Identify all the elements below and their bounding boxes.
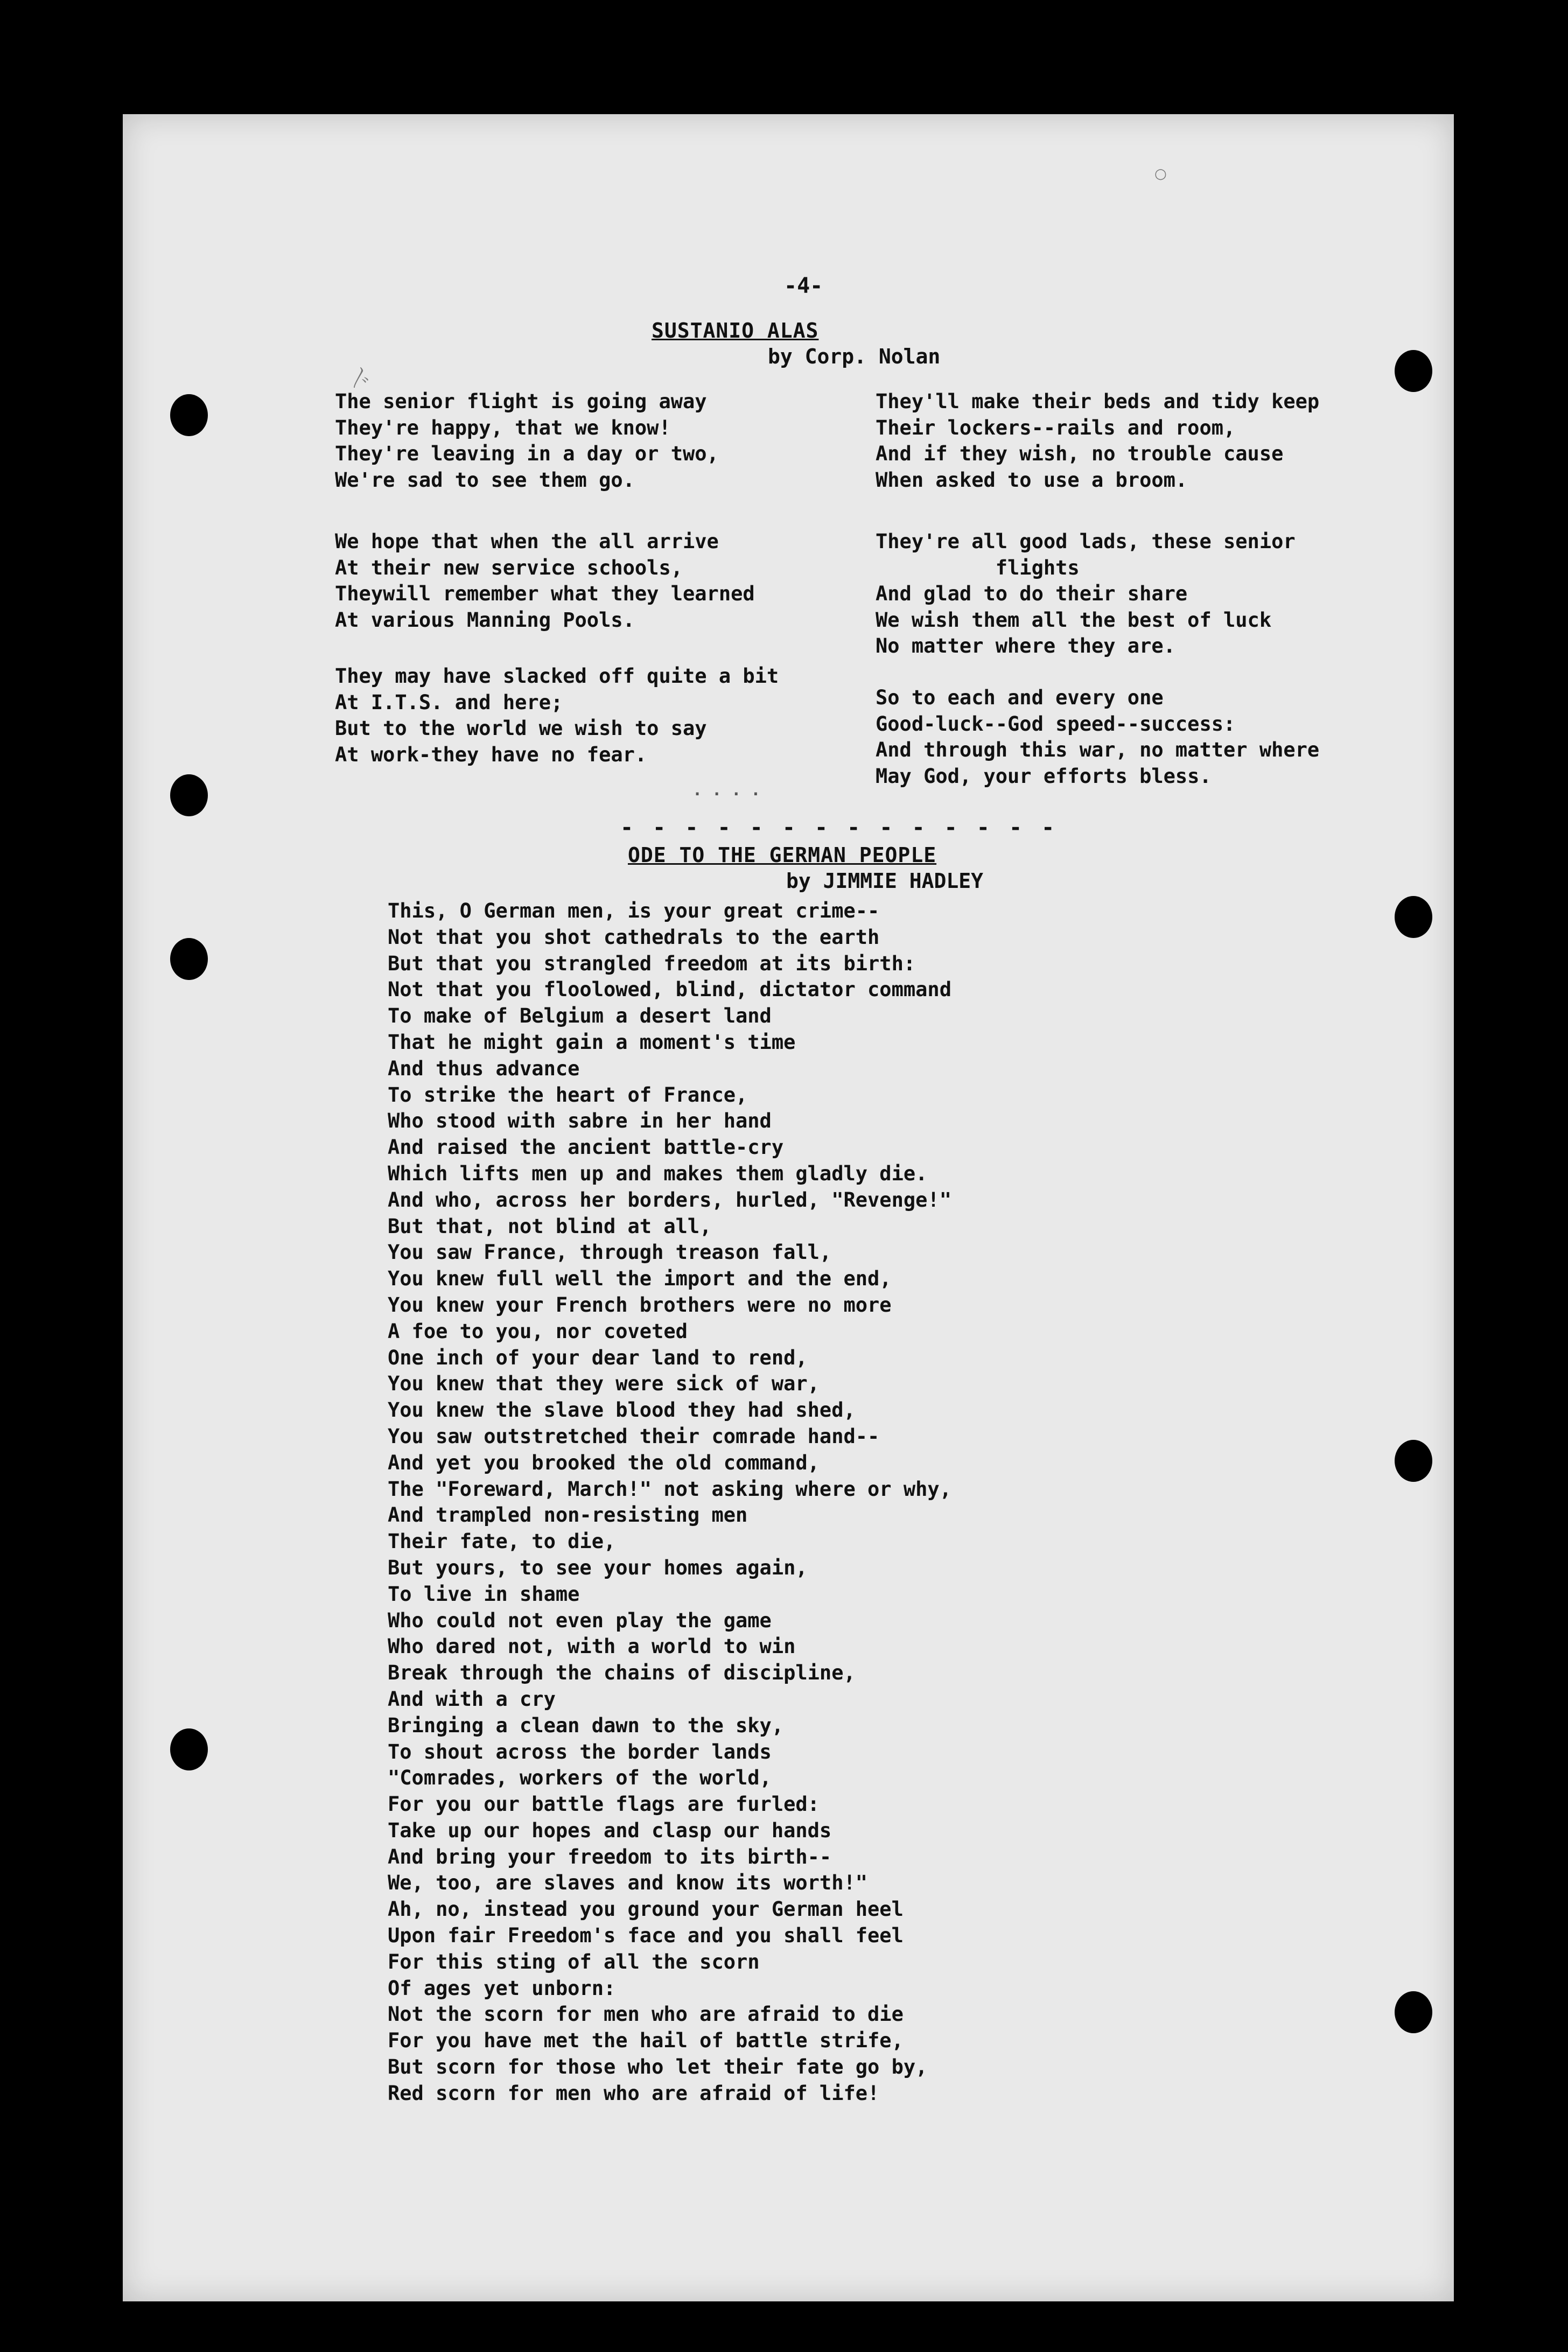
- typed-page: [123, 114, 1454, 2301]
- poem1-right-stanza-1: They'll make their beds and tidy keep Their lockers--rails and room, And if they wish, no trouble cause When asked to use a broom.: [876, 390, 1320, 492]
- poem1-byline: by Corp. Nolan: [768, 345, 941, 368]
- punch-hole-left-3: [170, 938, 208, 980]
- stray-pencil-mark: 〴: [349, 366, 370, 390]
- poem1-title: SUSTANIO ALAS: [652, 319, 819, 342]
- punch-hole-left-4: [170, 1728, 208, 1770]
- punch-hole-right-3: [1395, 1440, 1432, 1482]
- punch-hole-left-2: [170, 774, 208, 816]
- section-separator: - - - - - - - - - - - - - -: [620, 815, 1058, 840]
- poem2-title: ODE TO THE GERMAN PEOPLE: [628, 843, 937, 867]
- poem2-byline: by JIMMIE HADLEY: [786, 869, 984, 893]
- stray-ring-mark: ○: [1154, 166, 1167, 182]
- punch-hole-left-1: [170, 394, 208, 436]
- punch-hole-right-4: [1395, 1991, 1432, 2033]
- poem1-left-stanza-1: The senior flight is going away They're happy, that we know! They're leaving in a day or two, We're sad to see them go.: [335, 390, 719, 492]
- poem2-text: This, O German men, is your great crime-- Not that you shot cathedrals to the earth But that you strangled freedom at its birth: Not that you floolowed, blind, dictator command To make of Belgium a desert land That he might gain a moment's time And thus advance To strike the heart of France, Who stood with sabre in her hand And raised the ancient battle-cry Which lifts men up and makes them gladly die. And who, across her borders, hurled, "Revenge!" But that, not blind at all, You saw France, through treason fall, You knew full well the import and the end, You knew your French brothers were no more A foe to you, nor coveted One inch of your dear land to rend, You knew that they were sick of war, You knew the slave blood they had shed, You saw outstretched their comrade hand-- And yet you brooked the old command, The "Foreward, March!" not asking where or why, And trampled non-resisting men Their fate, to die, But yours, to see your homes again, To live in shame Who could not even play the game Who dared not, with a world to win Break through the chains of discipline, And with a cry Bringing a clean dawn to the sky, To shout across the border lands "Comrades, workers of the world, For you our battle flags are furled: Take up our hopes and clasp our hands And bring your freedom to its birth-- We, too, are slaves and know its worth!" Ah, no, instead you ground your German heel Upon fair Freedom's face and you shall feel For this sting of all the scorn Of ages yet unborn: Not the scorn for men who are afraid to die For you have met the hail of battle strife, But scorn for those who let their fate go by, Red scorn for men who are afraid of life!: [388, 899, 951, 2105]
- punch-hole-right-1: [1395, 350, 1432, 392]
- page-number: -4-: [784, 274, 823, 298]
- poem1-left-stanza-2: We hope that when the all arrive At their new service schools, Theywill remember what they learned At various Manning Pools.: [335, 530, 755, 632]
- poem1-left-stanza-3: They may have slacked off quite a bit At I.T.S. and here; But to the world we wish to say At work-they have no fear.: [335, 664, 779, 766]
- punch-hole-right-2: [1395, 896, 1432, 938]
- decorative-dots: . . . .: [692, 781, 761, 800]
- poem1-right-stanza-2: They're all good lads, these senior flights And glad to do their share We wish them all the best of luck No matter where they are.: [876, 530, 1296, 657]
- poem1-right-stanza-3: So to each and every one Good-luck--God speed--success: And through this war, no matter where May God, your efforts bless.: [876, 686, 1320, 788]
